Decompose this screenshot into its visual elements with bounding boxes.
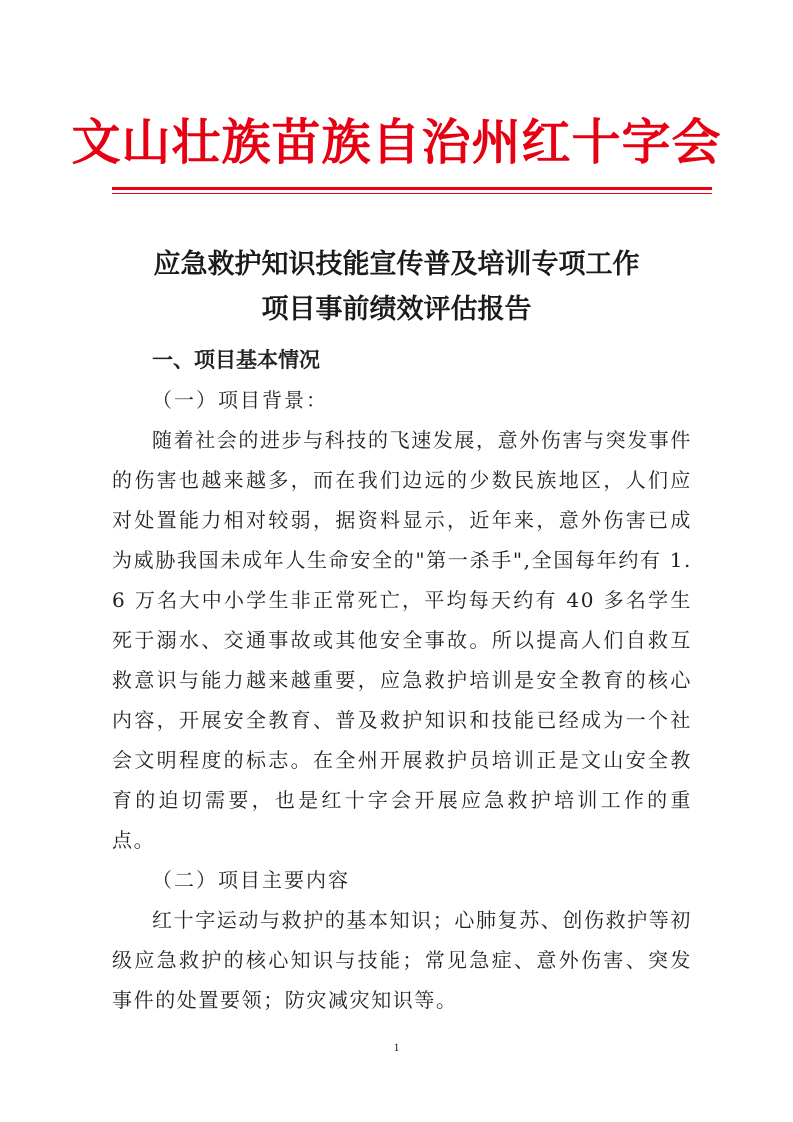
document-title <box>0 242 793 332</box>
section-heading: 一、项目基本情况 <box>152 347 320 372</box>
organization-masthead: 文山壮族苗族自治州红十字会 <box>71 113 722 171</box>
page-number: 1 <box>393 1040 400 1054</box>
masthead-rule-thick <box>112 187 712 190</box>
subsection-heading-background: （一）项目背景： <box>152 388 328 412</box>
paragraph-background: 随着社会的进步与科技的飞速发展，意外伤害与突发事件的伤害也越来越多，而在我们边远的少数民族地区，人们应对处置能力相对较弱，据资料显示，近年来，意外伤害已成为威胁我国未成年人生命安全的"第一杀手",全国每年约有 1.6 万名大中小学生非正常死亡，平均每天约有 40 多名学生死于溺水、交通事故或其他安全事故。所以提高人们自救互救意识与能力越来越重要，应急救护培训是安全教育的核心内容，开展安全教育、普及救护知识和技能已经成为一个社会文明程度的标志。在全州开展救护员培训正是文山安全教育的迫切需要，也是红十字会开展应急救护培训工作的重点。 <box>112 428 692 852</box>
document-title-line1: 应急救护知识技能宣传普及培训专项工作 <box>153 249 640 280</box>
paragraph-content: 红十字运动与救护的基本知识；心肺复苏、创伤救护等初级应急救护的核心知识与技能；常见急症、意外伤害、突发事件的处置要领；防灾减灾知识等。 <box>112 908 692 1012</box>
masthead-rule-thin <box>112 193 712 194</box>
document-body <box>112 340 692 1020</box>
document-title-line2: 项目事前绩效评估报告 <box>261 294 532 325</box>
subsection-heading-content: （二）项目主要内容 <box>152 868 350 892</box>
